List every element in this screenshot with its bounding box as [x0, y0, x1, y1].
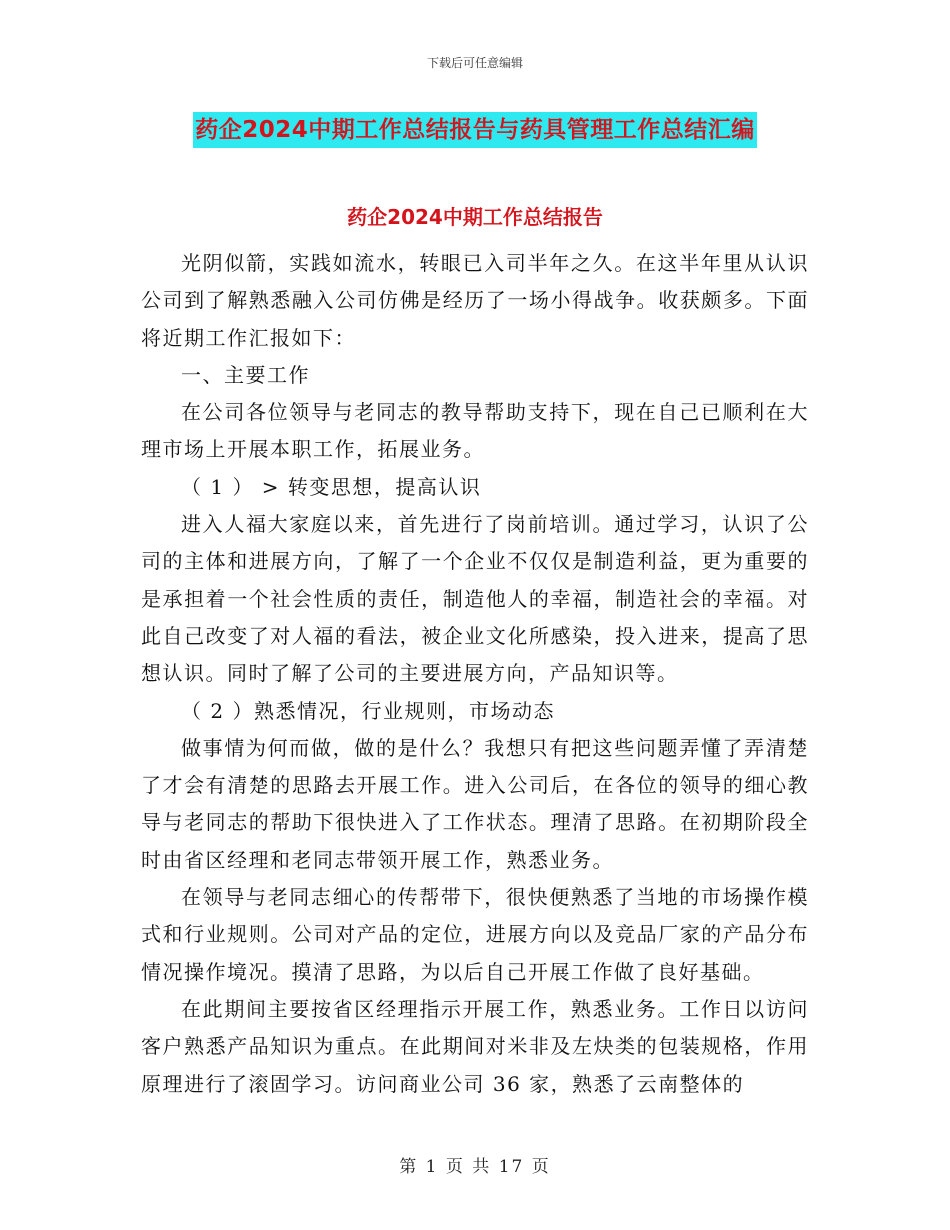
paragraph-training: 进入人福大家庭以来，首先进行了岗前培训。通过学习，认识了公司的主体和进展方向，了解了一个企业不仅仅是制造利益，更为重要的是承担着一个社会性质的责任，制造他人的幸福，制造社会的幸福。对此自己改变了对人福的看法，被企业文化所感染，投入进来，提高了思想认识。同时了解了公司的主要进展方向，产品知识等。: [141, 512, 809, 686]
header-note: 下载后可任意编辑: [426, 56, 523, 70]
document-title-container: [0, 112, 950, 148]
subheading-1: （ 1 ） > 转变思想，提高认识: [181, 474, 482, 499]
paragraph-main-work: 在公司各位领导与老同志的教导帮助支持下，现在自己已顺利在大理市场上开展本职工作，拓展业务。: [141, 400, 809, 462]
paragraph-market: 在领导与老同志细心的传帮带下，很快便熟悉了当地的市场操作模式和行业规则。公司对产品的定位，进展方向以及竞品厂家的产品分布情况操作境况。摸清了思路，为以后自己开展工作做了良好基础。: [141, 885, 809, 984]
heading-main-work: 一、主要工作: [181, 362, 310, 387]
section-title: 药企2024中期工作总结报告: [347, 205, 603, 229]
body-text: [141, 245, 809, 1103]
document-title: 药企2024中期工作总结报告与药具管理工作总结汇编: [193, 112, 757, 148]
page-footer: 第 1 页 共 17 页: [399, 1157, 551, 1177]
paragraph-understanding: 做事情为何而做，做的是什么？我想只有把这些问题弄懂了弄清楚了才会有清楚的思路去开展工作。进入公司后，在各位的领导的细心教导与老同志的帮助下很快进入了工作状态。理清了思路。在初期阶段全时由省区经理和老同志带领开展工作，熟悉业务。: [141, 735, 809, 872]
paragraph-intro: 光阴似箭，实践如流水，转眼已入司半年之久。在这半年里从认识公司到了解熟悉融入公司仿佛是经历了一场小得战争。收获颇多。下面将近期工作汇报如下：: [141, 251, 809, 350]
paragraph-visits: 在此期间主要按省区经理指示开展工作，熟悉业务。工作日以访问客户熟悉产品知识为重点。在此期间对米非及左炔类的包装规格，作用原理进行了滚固学习。访问商业公司 36 家，熟悉了云南整体的: [141, 996, 809, 1096]
subheading-2: （ 2 ）熟悉情况，行业规则，市场动态: [181, 698, 555, 723]
